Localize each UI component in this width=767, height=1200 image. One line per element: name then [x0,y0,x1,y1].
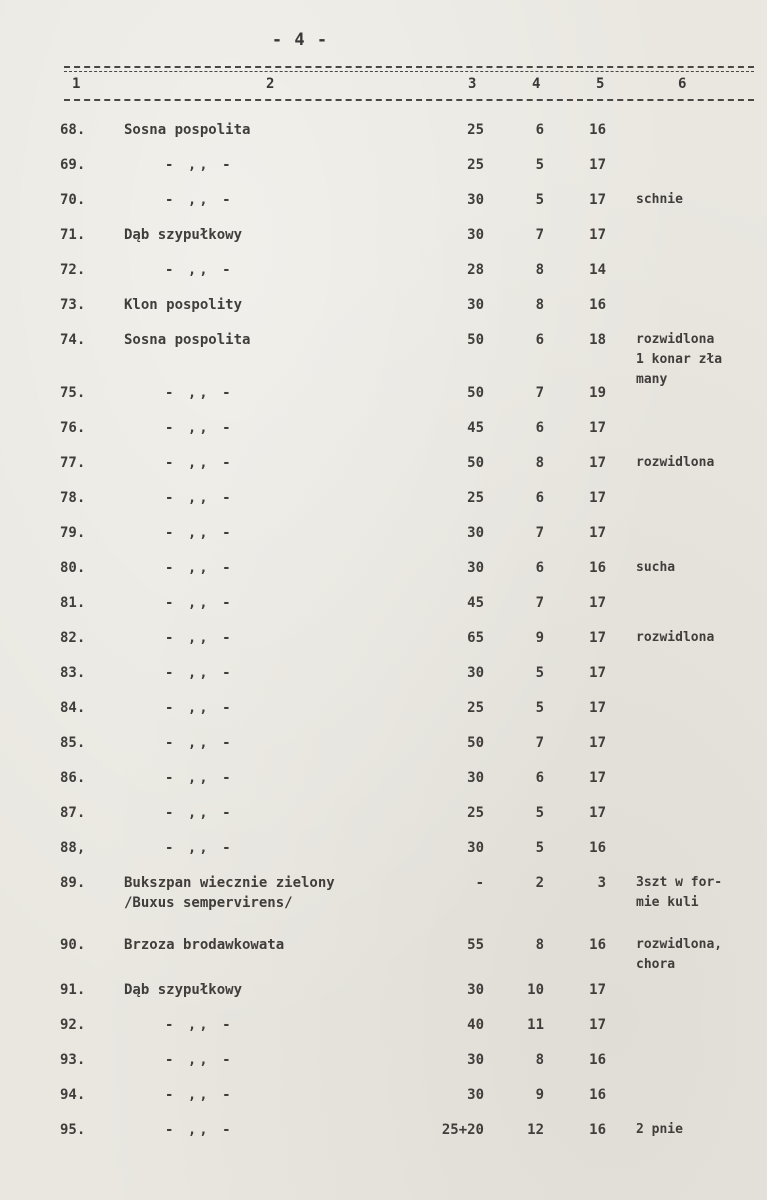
col3-value: - [475,875,484,891]
species-name: - ,, - [165,770,234,786]
col4-value: 2 [535,875,544,891]
col5-value: 16 [589,1087,606,1103]
col3-value: 30 [467,1052,484,1068]
row-number: 88, [60,840,86,856]
species-name: - ,, - [165,1017,234,1033]
col4-value: 6 [535,770,544,786]
col4-value: 5 [535,805,544,821]
table-row [0,330,767,387]
species-name: - ,, - [165,630,234,646]
species-name: - ,, - [165,420,234,436]
col4-value: 8 [535,297,544,313]
col3-value: 30 [467,840,484,856]
row-number: 94. [60,1087,86,1103]
col4-value: 8 [535,455,544,471]
note-text: 3szt w for- mie kuli [636,875,723,910]
col5-value: 17 [589,525,606,541]
species-name: - ,, - [165,157,234,173]
header-rule-top [64,66,754,68]
row-number: 80. [60,560,86,576]
species-name: Dąb szypułkowy [124,982,243,998]
header-rule-bottom [64,99,754,101]
col3-value: 30 [467,297,484,313]
table-row [0,383,767,423]
col4-value: 8 [535,1052,544,1068]
note-text: 2 pnie [636,1122,683,1137]
species-name: - ,, - [165,525,234,541]
table-row [0,453,767,493]
col5-value: 16 [589,840,606,856]
col5-value: 16 [589,1122,606,1138]
column-header-4: 4 [532,76,541,92]
species-name: Sosna pospolita [124,122,251,138]
row-number: 89. [60,875,86,891]
row-number: 86. [60,770,86,786]
col3-value: 25 [467,122,484,138]
table-row [0,698,767,738]
col3-value: 50 [467,455,484,471]
species-name: Brzoza brodawkowata [124,937,285,953]
col5-value: 19 [589,385,606,401]
col3-value: 45 [467,595,484,611]
table-row [0,523,767,563]
col5-value: 17 [589,770,606,786]
note-text: rozwidlona [636,455,715,470]
table-row [0,225,767,265]
col4-value: 7 [535,385,544,401]
species-name: - ,, - [165,735,234,751]
row-number: 75. [60,385,86,401]
col5-value: 17 [589,420,606,436]
col5-value: 14 [589,262,606,278]
note-text: rozwidlona, chora [636,937,723,972]
col3-value: 30 [467,770,484,786]
col3-value: 65 [467,630,484,646]
row-number: 81. [60,595,86,611]
species-name: - ,, - [165,490,234,506]
row-number: 95. [60,1122,86,1138]
col4-value: 8 [535,262,544,278]
table-row [0,768,767,808]
col3-value: 25+20 [441,1122,484,1138]
col5-value: 17 [589,630,606,646]
col3-value: 28 [467,262,484,278]
row-number: 87. [60,805,86,821]
col5-value: 17 [589,982,606,998]
col5-value: 17 [589,1017,606,1033]
row-number: 70. [60,192,86,208]
col3-value: 25 [467,805,484,821]
table-row [0,803,767,843]
col4-value: 7 [535,525,544,541]
col5-value: 17 [589,227,606,243]
col4-value: 6 [535,420,544,436]
col5-value: 17 [589,595,606,611]
col4-value: 9 [535,1087,544,1103]
col5-value: 16 [589,1052,606,1068]
row-number: 76. [60,420,86,436]
table-row [0,1015,767,1055]
row-number: 91. [60,982,86,998]
col5-value: 16 [589,560,606,576]
note-text: sucha [636,560,676,575]
table-row [0,260,767,300]
col3-value: 25 [467,157,484,173]
col3-value: 50 [467,385,484,401]
species-name: - ,, - [165,840,234,856]
species-name: - ,, - [165,665,234,681]
row-number: 73. [60,297,86,313]
species-name: - ,, - [165,262,234,278]
note-text: rozwidlona [636,630,715,645]
column-header-3: 3 [468,76,477,92]
row-number: 84. [60,700,86,716]
col4-value: 6 [535,560,544,576]
table-row [0,628,767,668]
col4-value: 9 [535,630,544,646]
col4-value: 7 [535,227,544,243]
species-name: - ,, - [165,192,234,208]
col4-value: 7 [535,735,544,751]
col3-value: 25 [467,700,484,716]
col3-value: 50 [467,735,484,751]
species-name: - ,, - [165,805,234,821]
col5-value: 16 [589,937,606,953]
col4-value: 6 [535,332,544,348]
col4-value: 8 [535,937,544,953]
note-text: rozwidlona 1 konar zła many [636,332,723,387]
col3-value: 30 [467,560,484,576]
species-name: Bukszpan wiecznie zielony /Buxus sempervirens/ [124,875,335,911]
col5-value: 18 [589,332,606,348]
col5-value: 17 [589,700,606,716]
table-row [0,488,767,528]
species-name: Dąb szypułkowy [124,227,243,243]
header-rule-top-inner [64,71,754,72]
table-row [0,120,767,160]
row-number: 82. [60,630,86,646]
col4-value: 5 [535,665,544,681]
species-name: - ,, - [165,595,234,611]
col4-value: 5 [535,700,544,716]
col5-value: 17 [589,157,606,173]
col5-value: 16 [589,297,606,313]
col3-value: 30 [467,227,484,243]
row-number: 71. [60,227,86,243]
col3-value: 25 [467,490,484,506]
table-row [0,418,767,458]
row-number: 78. [60,490,86,506]
table-row [0,155,767,195]
table-row [0,558,767,598]
table-row [0,980,767,1020]
column-header-5: 5 [596,76,605,92]
col5-value: 3 [597,875,606,891]
column-header-2: 2 [266,76,275,92]
col5-value: 17 [589,455,606,471]
table-row [0,190,767,230]
table-row [0,838,767,878]
column-header-1: 1 [72,76,81,92]
species-name: - ,, - [165,1087,234,1103]
col3-value: 30 [467,1087,484,1103]
column-header-6: 6 [678,76,687,92]
species-name: - ,, - [165,1122,234,1138]
col5-value: 16 [589,122,606,138]
col5-value: 17 [589,490,606,506]
row-number: 85. [60,735,86,751]
species-name: - ,, - [165,1052,234,1068]
col4-value: 5 [535,840,544,856]
species-name: - ,, - [165,385,234,401]
row-number: 83. [60,665,86,681]
species-name: - ,, - [165,560,234,576]
table-row [0,593,767,633]
table-row [0,1120,767,1160]
col5-value: 17 [589,192,606,208]
row-number: 90. [60,937,86,953]
species-name: Klon pospolity [124,297,243,313]
table-row [0,873,767,913]
col4-value: 10 [527,982,544,998]
table-row [0,1050,767,1090]
col3-value: 55 [467,937,484,953]
species-name: Sosna pospolita [124,332,251,348]
col3-value: 30 [467,665,484,681]
col3-value: 30 [467,192,484,208]
col3-value: 30 [467,525,484,541]
col3-value: 45 [467,420,484,436]
col5-value: 17 [589,665,606,681]
table-row [0,295,767,335]
row-number: 93. [60,1052,86,1068]
col5-value: 17 [589,805,606,821]
col3-value: 50 [467,332,484,348]
col5-value: 17 [589,735,606,751]
col4-value: 6 [535,490,544,506]
species-name: - ,, - [165,455,234,471]
note-text: schnie [636,192,683,207]
col3-value: 40 [467,1017,484,1033]
col4-value: 7 [535,595,544,611]
col4-value: 12 [527,1122,544,1138]
row-number: 69. [60,157,86,173]
col4-value: 6 [535,122,544,138]
col4-value: 11 [527,1017,544,1033]
row-number: 77. [60,455,86,471]
col4-value: 5 [535,192,544,208]
row-number: 72. [60,262,86,278]
table-row [0,1085,767,1125]
table-row [0,663,767,703]
table-row [0,935,767,975]
page-number: - 4 - [271,30,329,50]
row-number: 79. [60,525,86,541]
col4-value: 5 [535,157,544,173]
row-number: 74. [60,332,86,348]
col3-value: 30 [467,982,484,998]
row-number: 92. [60,1017,86,1033]
table-row [0,733,767,773]
species-name: - ,, - [165,700,234,716]
row-number: 68. [60,122,86,138]
